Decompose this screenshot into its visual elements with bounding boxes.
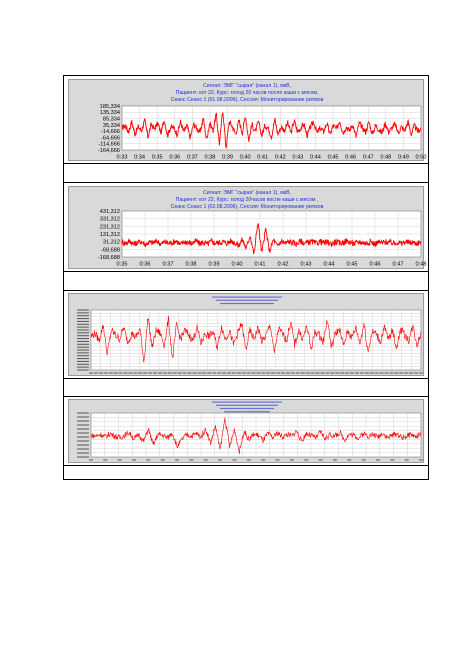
x-tick-label [376,460,380,461]
x-tick-label [242,373,246,374]
x-tick-label [319,460,323,461]
x-tick-label [360,373,364,374]
y-tick-label [77,315,89,316]
x-tick-label [197,373,201,374]
x-tick-label [148,373,152,374]
x-tick-label: 0:49 [397,154,409,161]
x-tick-label [212,373,216,374]
x-tick-label: 0:48 [415,261,427,268]
y-tick-label: 135,334 [99,110,120,117]
x-tick-label: 0:37 [162,261,174,268]
x-tick-label [385,373,389,374]
x-tick-label [183,373,187,374]
x-tick-label [252,373,256,374]
x-tick-label [365,373,369,374]
x-tick-label [204,460,208,461]
chart-title-line [216,300,278,301]
x-tick-label [261,460,265,461]
x-tick-label [306,373,310,374]
x-tick-label [89,373,93,374]
y-tick-label [77,312,89,313]
y-tick-label [77,324,89,325]
y-tick-label [77,417,89,418]
y-tick-label [77,341,89,342]
x-tick-label [419,460,423,461]
x-tick-label [188,373,192,374]
y-tick-label [77,433,89,434]
x-tick-label [146,460,150,461]
x-tick-label [399,373,403,374]
x-tick-label [104,373,108,374]
y-tick-label [77,361,89,362]
x-tick-label [163,373,167,374]
emg-chart-3 [68,293,424,376]
x-tick-label [290,460,294,461]
x-tick-label [390,460,394,461]
x-tick-label [192,373,196,374]
y-tick-label [77,429,89,430]
chart-title-line: Сеанс Сеанс 1 (01.08.2006), Сессия: Мониторирование ритмов [170,97,324,103]
y-tick-label [77,355,89,356]
y-tick-label: -114,666 [98,141,120,148]
y-tick-label [77,330,89,331]
x-tick-label [414,373,418,374]
x-tick-label [217,373,221,374]
plot-area [122,106,421,150]
y-tick-label: -164,666 [97,147,120,154]
y-tick-label [77,338,89,339]
row-separator [64,378,428,379]
x-tick-label [99,373,103,374]
x-tick-label: 0:39 [208,261,220,268]
x-tick-label [350,373,354,374]
x-tick-label [335,373,339,374]
x-tick-label [325,373,329,374]
x-tick-label [311,373,315,374]
y-tick-label [77,449,89,450]
x-tick-label: 0:35 [151,154,163,161]
x-tick-label: 0:48 [380,154,392,161]
x-tick-label: 0:38 [185,261,197,268]
x-tick-label [291,373,295,374]
x-tick-label [175,460,179,461]
x-tick-label [266,373,270,374]
x-tick-label [261,373,265,374]
x-tick-label [161,460,165,461]
chart-title-line [212,297,282,298]
y-tick-label [77,344,89,345]
y-tick-label [77,367,89,368]
x-tick-label: 0:45 [327,154,339,161]
x-tick-label: 0:44 [310,154,321,161]
x-tick-label [340,373,344,374]
x-tick-label [320,373,324,374]
x-tick-label [232,373,236,374]
x-tick-label [227,373,231,374]
x-tick-label [389,373,393,374]
x-tick-label: 0:43 [300,261,312,268]
chart-title-line [216,405,278,406]
x-tick-label: 0:40 [239,154,251,161]
x-tick-label [133,373,137,374]
x-tick-label [168,373,172,374]
x-tick-label [103,460,107,461]
x-tick-label [109,373,113,374]
x-tick-label [394,373,398,374]
x-tick-label [281,373,285,374]
x-tick-label: 0:38 [204,154,216,161]
emg-chart-2 [68,186,427,269]
y-tick-label: 85,334 [102,116,120,123]
x-tick-label [256,373,260,374]
x-tick-label: 0:42 [274,154,286,161]
y-tick-label [77,327,89,328]
x-tick-label [123,373,127,374]
chart-title-line [220,408,274,409]
chart-title-line: Пациент: кот 22, Курс: голод 20часов после каши с мясом , [175,197,319,203]
y-tick-label [77,332,89,333]
x-tick-label [114,373,118,374]
x-tick-label [237,373,241,374]
y-tick-label [77,347,89,348]
x-tick-label [222,373,226,374]
figure-table [63,75,429,480]
y-tick-label: 35,334 [102,122,120,129]
y-tick-label: -14,666 [101,129,120,136]
x-tick-label: 0:40 [231,261,243,268]
x-tick-label [419,373,423,374]
x-tick-label [276,373,280,374]
chart-svg [69,294,425,377]
x-tick-label [347,460,351,461]
y-tick-label [77,421,89,422]
x-tick-label [189,460,193,461]
x-tick-label [355,373,359,374]
row-separator [64,163,428,164]
x-tick-label [316,373,320,374]
x-tick-label [232,460,236,461]
x-tick-label [271,373,275,374]
row-separator [64,396,428,397]
chart-title-line [220,303,274,304]
x-tick-label: 0:37 [186,154,198,161]
x-tick-label [118,460,122,461]
y-tick-label: 185,334 [99,103,120,110]
x-tick-label [153,373,157,374]
row-separator [64,271,428,272]
x-tick-label: 0:36 [139,261,151,268]
x-tick-label: 0:39 [222,154,233,161]
x-tick-label: 0:34 [134,154,146,161]
y-tick-label [77,437,89,438]
x-tick-label [286,373,290,374]
x-tick-label [380,373,384,374]
row-separator [64,182,428,183]
y-tick-label [77,445,89,446]
chart-title-line: Пациент: кот 22, Курс: голод 20 часов после каши с мясом, [175,90,319,96]
chart-title-line [224,411,270,412]
chart-title-line: Сеанс Сеанс 1 (02.08.2006), Сессия: Мониторирование ритмов [170,204,324,210]
y-tick-label [77,425,89,426]
x-tick-label [370,373,374,374]
x-tick-label: 0:36 [169,154,181,161]
x-tick-label [173,373,177,374]
y-tick-label: 331,312 [99,216,120,223]
x-tick-label: 0:47 [392,261,404,268]
x-tick-label [409,373,413,374]
y-tick-label: -168,688 [97,254,120,261]
emg-chart-1 [68,79,427,161]
x-tick-label [247,373,251,374]
x-tick-label [143,373,147,374]
x-tick-label [296,373,300,374]
y-tick-label [77,358,89,359]
y-tick-label [77,310,89,311]
x-tick-label: 0:46 [345,154,357,161]
x-tick-label [375,373,379,374]
chart-svg [69,400,425,464]
x-tick-label [405,460,409,461]
x-tick-label: 0:41 [257,154,269,161]
x-tick-label: 0:43 [292,154,304,161]
y-tick-label [77,370,89,371]
x-tick-label: 0:33 [116,154,128,161]
x-tick-label [304,460,308,461]
x-tick-label [207,373,211,374]
x-tick-label [119,373,123,374]
x-tick-label [94,373,98,374]
y-tick-label: -64,666 [101,135,120,142]
y-tick-label [77,413,89,414]
x-tick-label [132,460,136,461]
x-tick-label [362,460,366,461]
chart-title-line [212,402,282,403]
y-tick-label [77,335,89,336]
y-tick-label: 231,312 [99,224,120,231]
y-tick-label [77,441,89,442]
chart-svg [69,80,425,162]
x-tick-label: 0:42 [277,261,289,268]
x-tick-label [276,460,280,461]
x-tick-label [158,373,162,374]
y-tick-label [77,364,89,365]
x-tick-label: 0:47 [362,154,374,161]
y-tick-label: 131,312 [99,231,120,238]
x-tick-label: 0:50 [415,154,427,161]
y-tick-label [77,321,89,322]
x-tick-label: 0:44 [323,261,335,268]
row-separator [64,290,428,291]
y-tick-label: -68,688 [101,247,120,254]
x-tick-label [178,373,182,374]
chart-svg [69,187,425,270]
x-tick-label: 0:46 [369,261,381,268]
x-tick-label [138,373,142,374]
x-tick-label: 0:35 [116,261,128,268]
x-tick-label [218,460,222,461]
row-separator [64,465,428,466]
y-tick-label [77,453,89,454]
x-tick-label [89,460,93,461]
chart-title-line: Сигнал: ЭМГ "сырая" (канал 1), мкВ, [203,190,291,196]
x-tick-label [202,373,206,374]
y-tick-label [77,318,89,319]
x-tick-label [345,373,349,374]
x-tick-label [128,373,132,374]
x-tick-label [333,460,337,461]
y-tick-label: 431,312 [99,208,120,215]
y-tick-label: 31,312 [102,239,120,246]
emg-chart-4 [68,399,424,463]
x-tick-label [330,373,334,374]
y-tick-label [77,350,89,351]
y-tick-label [77,457,89,458]
x-tick-label [301,373,305,374]
x-tick-label: 0:41 [254,261,266,268]
x-tick-label: 0:45 [346,261,358,268]
x-tick-label [247,460,251,461]
x-tick-label [404,373,408,374]
chart-title-line: Сигнал: ЭМГ "сырая" (канал 1), мкВ, [203,83,291,89]
y-tick-label [77,352,89,353]
